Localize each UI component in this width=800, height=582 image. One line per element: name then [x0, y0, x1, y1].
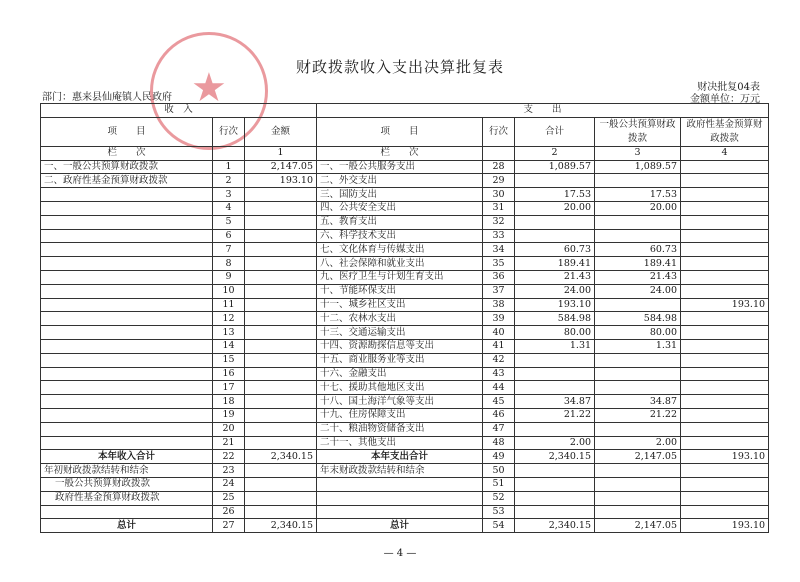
expense-rowno-header: 行次 [483, 117, 515, 146]
table-row [41, 436, 769, 450]
page-number: — 4 — [383, 548, 417, 559]
income-row-number: 21 [213, 436, 245, 450]
expense-item: 十一、城乡社区支出 [317, 298, 483, 312]
expense-item: 六、科学技术支出 [317, 229, 483, 243]
fund-budget-amount [681, 367, 769, 381]
income-item [41, 215, 213, 229]
expense-item-header: 项 目 [317, 117, 483, 146]
income-rowno-header: 行次 [213, 117, 245, 146]
expense-item: 三、国防支出 [317, 188, 483, 202]
expense-row-number: 40 [483, 326, 515, 340]
income-item [41, 353, 213, 367]
income-amount: 2,147.05 [245, 160, 317, 174]
income-item [41, 422, 213, 436]
general-budget-amount [595, 505, 681, 519]
seal-star-icon: ★ [191, 65, 227, 111]
table-row [41, 160, 769, 174]
income-item [41, 229, 213, 243]
general-budget-header: 一般公共预算财政拨款 [595, 117, 681, 146]
total-amount: 20.00 [515, 201, 595, 215]
expense-item: 四、公共安全支出 [317, 201, 483, 215]
general-budget-amount [595, 353, 681, 367]
expense-row-number: 37 [483, 284, 515, 298]
income-row-number: 11 [213, 298, 245, 312]
expense-row-number: 42 [483, 353, 515, 367]
general-budget-amount: 1.31 [595, 339, 681, 353]
income-amount [245, 395, 317, 409]
fund-budget-amount [681, 381, 769, 395]
general-budget-amount: 80.00 [595, 326, 681, 340]
income-row-number: 19 [213, 408, 245, 422]
table-row [41, 422, 769, 436]
total-amount: 193.10 [515, 298, 595, 312]
col-label-2: 栏 次 [317, 146, 483, 160]
general-budget-amount [595, 367, 681, 381]
income-item: 总计 [41, 519, 213, 533]
income-amount [245, 367, 317, 381]
general-budget-amount [595, 229, 681, 243]
expense-row-number: 51 [483, 477, 515, 491]
income-row-number: 2 [213, 174, 245, 188]
expense-item: 一、一般公共服务支出 [317, 160, 483, 174]
income-amount [245, 188, 317, 202]
total-amount: 2,340.15 [515, 519, 595, 533]
fund-budget-amount [681, 284, 769, 298]
table-row [41, 477, 769, 491]
fund-budget-amount [681, 270, 769, 284]
general-budget-amount: 2.00 [595, 436, 681, 450]
form-code: 财决批复04表 [697, 82, 760, 93]
expense-row-number: 45 [483, 395, 515, 409]
income-row-number: 4 [213, 201, 245, 215]
total-amount [515, 174, 595, 188]
table-row [41, 201, 769, 215]
table-row [41, 519, 769, 533]
income-amount [245, 477, 317, 491]
unit-label: 金额单位：万元 [690, 94, 760, 105]
expense-item: 十八、国土海洋气象等支出 [317, 395, 483, 409]
income-item [41, 395, 213, 409]
income-item [41, 243, 213, 257]
income-amount: 2,340.15 [245, 519, 317, 533]
general-budget-amount [595, 422, 681, 436]
general-budget-amount: 60.73 [595, 243, 681, 257]
income-row-number: 6 [213, 229, 245, 243]
expense-row-number: 49 [483, 450, 515, 464]
income-row-number: 16 [213, 367, 245, 381]
table-row [41, 243, 769, 257]
income-amount [245, 201, 317, 215]
table-row [41, 298, 769, 312]
income-item [41, 381, 213, 395]
fund-budget-amount: 193.10 [681, 298, 769, 312]
fund-budget-amount [681, 505, 769, 519]
income-amount [245, 436, 317, 450]
col-label: 栏 次 [41, 146, 213, 160]
expense-item: 十七、援助其他地区支出 [317, 381, 483, 395]
fund-budget-amount [681, 353, 769, 367]
income-item [41, 312, 213, 326]
total-amount: 80.00 [515, 326, 595, 340]
department-label: 部门：惠来县仙庵镇人民政府 [42, 92, 172, 103]
total-amount [515, 367, 595, 381]
income-item [41, 257, 213, 271]
income-item [41, 188, 213, 202]
income-amount [245, 298, 317, 312]
general-budget-amount [595, 491, 681, 505]
income-amount [245, 229, 317, 243]
general-budget-amount: 189.41 [595, 257, 681, 271]
income-row-number: 10 [213, 284, 245, 298]
expense-row-number: 50 [483, 464, 515, 478]
general-budget-amount: 21.43 [595, 270, 681, 284]
income-row-number: 27 [213, 519, 245, 533]
expense-item: 二十一、其他支出 [317, 436, 483, 450]
total-amount: 2,340.15 [515, 450, 595, 464]
expense-row-number: 41 [483, 339, 515, 353]
table-row [41, 229, 769, 243]
expense-row-number: 29 [483, 174, 515, 188]
income-row-number: 24 [213, 477, 245, 491]
col-number-2: 2 [515, 146, 595, 160]
income-row-number: 1 [213, 160, 245, 174]
expense-item [317, 477, 483, 491]
general-budget-amount: 17.53 [595, 188, 681, 202]
income-item [41, 270, 213, 284]
income-row-number: 8 [213, 257, 245, 271]
total-amount [515, 422, 595, 436]
table-row [41, 270, 769, 284]
expense-item: 九、医疗卫生与计划生育支出 [317, 270, 483, 284]
expense-row-number: 53 [483, 505, 515, 519]
expense-item: 年末财政拨款结转和结余 [317, 464, 483, 478]
expense-item: 二、外交支出 [317, 174, 483, 188]
income-amount [245, 257, 317, 271]
income-amount [245, 491, 317, 505]
general-budget-amount [595, 174, 681, 188]
expense-row-number: 43 [483, 367, 515, 381]
fund-budget-amount [681, 464, 769, 478]
income-item [41, 367, 213, 381]
fund-budget-amount [681, 312, 769, 326]
income-amount [245, 408, 317, 422]
income-amount [245, 381, 317, 395]
income-amount-header: 金额 [245, 117, 317, 146]
expense-row-number: 31 [483, 201, 515, 215]
fund-budget-amount [681, 201, 769, 215]
total-amount [515, 229, 595, 243]
expense-row-number: 36 [483, 270, 515, 284]
total-amount [515, 381, 595, 395]
income-item [41, 505, 213, 519]
total-amount: 1.31 [515, 339, 595, 353]
table-row [41, 450, 769, 464]
fund-budget-amount [681, 215, 769, 229]
income-item [41, 201, 213, 215]
income-row-number: 14 [213, 339, 245, 353]
expense-row-number: 32 [483, 215, 515, 229]
income-row-number: 12 [213, 312, 245, 326]
expense-item [317, 491, 483, 505]
income-group-header: 收 入 [41, 104, 317, 118]
income-item [41, 436, 213, 450]
expense-item: 总计 [317, 519, 483, 533]
expense-row-number: 39 [483, 312, 515, 326]
total-amount: 24.00 [515, 284, 595, 298]
expense-item: 二十、粮油物资储备支出 [317, 422, 483, 436]
fund-budget-amount [681, 436, 769, 450]
table-row [41, 367, 769, 381]
fund-budget-amount [681, 160, 769, 174]
general-budget-amount [595, 381, 681, 395]
expense-item: 十六、金融支出 [317, 367, 483, 381]
expense-item: 本年支出合计 [317, 450, 483, 464]
table-row [41, 312, 769, 326]
income-amount [245, 284, 317, 298]
table-row [41, 257, 769, 271]
income-amount: 193.10 [245, 174, 317, 188]
table-row [41, 464, 769, 478]
income-item: 政府性基金预算财政拨款 [41, 491, 213, 505]
total-header: 合计 [515, 117, 595, 146]
total-amount [515, 215, 595, 229]
expense-row-number: 52 [483, 491, 515, 505]
income-row-number: 17 [213, 381, 245, 395]
income-amount [245, 270, 317, 284]
fund-budget-amount [681, 257, 769, 271]
fund-budget-amount [681, 326, 769, 340]
table-row [41, 395, 769, 409]
general-budget-amount [595, 464, 681, 478]
general-budget-amount: 24.00 [595, 284, 681, 298]
expense-row-number: 54 [483, 519, 515, 533]
income-amount [245, 312, 317, 326]
fund-budget-amount [681, 477, 769, 491]
table-row [41, 174, 769, 188]
table-row [41, 188, 769, 202]
income-item-header: 项 目 [41, 117, 213, 146]
expense-row-number: 38 [483, 298, 515, 312]
total-amount: 21.43 [515, 270, 595, 284]
income-item [41, 339, 213, 353]
total-amount [515, 353, 595, 367]
income-amount [245, 339, 317, 353]
income-amount [245, 422, 317, 436]
table-row [41, 381, 769, 395]
income-item [41, 326, 213, 340]
expense-row-number: 46 [483, 408, 515, 422]
general-budget-amount: 34.87 [595, 395, 681, 409]
income-item: 年初财政拨款结转和结余 [41, 464, 213, 478]
total-amount [515, 464, 595, 478]
budget-table [40, 103, 769, 533]
expense-item: 十五、商业服务业等支出 [317, 353, 483, 367]
income-row-number: 7 [213, 243, 245, 257]
income-row-number: 20 [213, 422, 245, 436]
income-amount [245, 464, 317, 478]
expense-row-number: 35 [483, 257, 515, 271]
table-row [41, 491, 769, 505]
income-item: 一、一般公共预算财政拨款 [41, 160, 213, 174]
total-amount: 60.73 [515, 243, 595, 257]
income-item [41, 298, 213, 312]
table-row [41, 215, 769, 229]
fund-budget-amount [681, 395, 769, 409]
total-amount: 17.53 [515, 188, 595, 202]
general-budget-amount [595, 477, 681, 491]
income-amount [245, 505, 317, 519]
income-row-number: 15 [213, 353, 245, 367]
table-row [41, 353, 769, 367]
total-amount: 2.00 [515, 436, 595, 450]
fund-budget-amount [681, 408, 769, 422]
total-amount: 189.41 [515, 257, 595, 271]
expense-row-number: 30 [483, 188, 515, 202]
general-budget-amount: 20.00 [595, 201, 681, 215]
col-number-1: 1 [245, 146, 317, 160]
total-amount: 1,089.57 [515, 160, 595, 174]
income-amount [245, 353, 317, 367]
expense-row-number: 34 [483, 243, 515, 257]
income-row-number: 23 [213, 464, 245, 478]
income-row-number: 25 [213, 491, 245, 505]
fund-budget-amount [681, 243, 769, 257]
expense-row-number: 28 [483, 160, 515, 174]
total-amount [515, 491, 595, 505]
income-row-number: 9 [213, 270, 245, 284]
fund-budget-amount [681, 188, 769, 202]
income-amount: 2,340.15 [245, 450, 317, 464]
fund-budget-amount [681, 174, 769, 188]
total-amount: 34.87 [515, 395, 595, 409]
expense-item: 十三、交通运输支出 [317, 326, 483, 340]
expense-item: 七、文化体育与传媒支出 [317, 243, 483, 257]
total-amount [515, 477, 595, 491]
income-row-number: 13 [213, 326, 245, 340]
general-budget-amount: 2,147.05 [595, 519, 681, 533]
general-budget-amount [595, 298, 681, 312]
expense-item: 五、教育支出 [317, 215, 483, 229]
expense-item: 十二、农林水支出 [317, 312, 483, 326]
income-amount [245, 243, 317, 257]
expense-item: 十、节能环保支出 [317, 284, 483, 298]
income-row-number: 18 [213, 395, 245, 409]
general-budget-amount: 21.22 [595, 408, 681, 422]
general-budget-amount [595, 215, 681, 229]
income-amount [245, 215, 317, 229]
expense-row-number: 33 [483, 229, 515, 243]
income-item: 本年收入合计 [41, 450, 213, 464]
income-row-number: 26 [213, 505, 245, 519]
fund-budget-header: 政府性基金预算财政拨款 [681, 117, 769, 146]
table-row [41, 284, 769, 298]
total-amount: 584.98 [515, 312, 595, 326]
expense-row-number: 48 [483, 436, 515, 450]
table-row [41, 326, 769, 340]
general-budget-amount: 1,089.57 [595, 160, 681, 174]
general-budget-amount: 584.98 [595, 312, 681, 326]
fund-budget-amount: 193.10 [681, 519, 769, 533]
table-row [41, 339, 769, 353]
general-budget-amount: 2,147.05 [595, 450, 681, 464]
income-item [41, 408, 213, 422]
expense-row-number: 44 [483, 381, 515, 395]
total-amount: 21.22 [515, 408, 595, 422]
income-row-number: 22 [213, 450, 245, 464]
col-number-3: 3 [595, 146, 681, 160]
table-row [41, 408, 769, 422]
fund-budget-amount [681, 229, 769, 243]
expense-item: 十九、住房保障支出 [317, 408, 483, 422]
table-row [41, 505, 769, 519]
income-item [41, 284, 213, 298]
expense-item: 十四、资源勘探信息等支出 [317, 339, 483, 353]
fund-budget-amount: 193.10 [681, 450, 769, 464]
total-amount [515, 505, 595, 519]
income-row-number: 5 [213, 215, 245, 229]
col-number-4: 4 [681, 146, 769, 160]
expense-item [317, 505, 483, 519]
income-amount [245, 326, 317, 340]
fund-budget-amount [681, 491, 769, 505]
document-title: 财政拨款收入支出决算批复表 [295, 58, 504, 76]
expense-row-number: 47 [483, 422, 515, 436]
fund-budget-amount [681, 339, 769, 353]
income-item: 一般公共预算财政拨款 [41, 477, 213, 491]
fund-budget-amount [681, 422, 769, 436]
income-item: 二、政府性基金预算财政拨款 [41, 174, 213, 188]
expense-item: 八、社会保障和就业支出 [317, 257, 483, 271]
expense-group-header: 支 出 [317, 104, 769, 118]
income-row-number: 3 [213, 188, 245, 202]
